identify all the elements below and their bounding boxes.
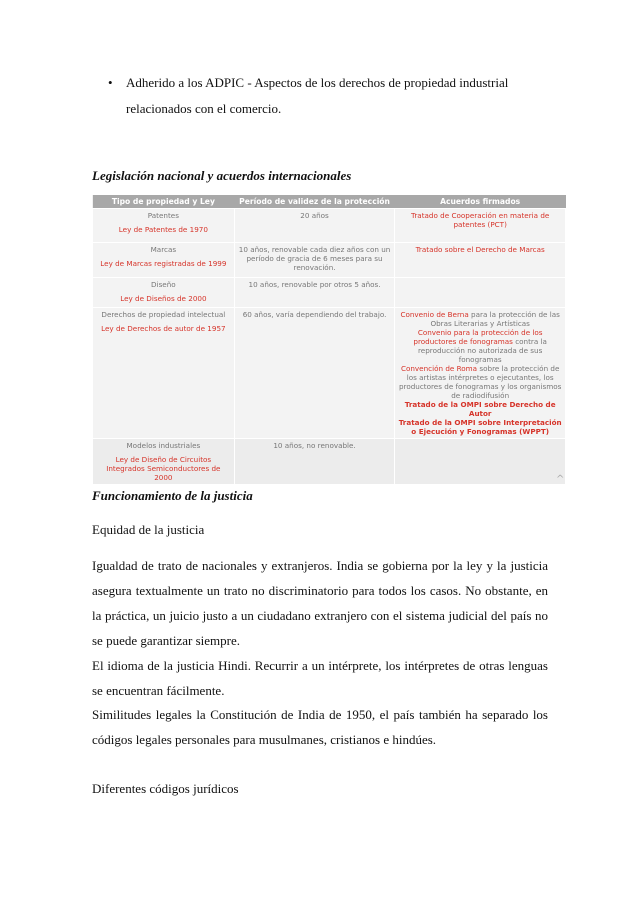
cell-tipo bbox=[93, 308, 235, 439]
cell-periodo bbox=[234, 278, 395, 308]
periodo-text: 20 años bbox=[300, 211, 329, 220]
ley-link[interactable]: Ley de Diseño de Circuitos Integrados Semiconductores de 2000 bbox=[106, 455, 221, 482]
ley-link[interactable]: Ley de Derechos de autor de 1957 bbox=[101, 324, 226, 333]
paragraph-similitudes: Similitudes legales la Constitución de India de 1950, el país también ha separado los códigos legales personales para musulmanes, cristianos e hindúes. bbox=[92, 707, 548, 747]
tipo-label: Marcas bbox=[150, 245, 177, 254]
cell-tipo bbox=[93, 243, 235, 278]
table-header: Tipo de propiedad y Ley bbox=[93, 195, 235, 209]
cell-tipo bbox=[93, 278, 235, 308]
tipo-label: Derechos de propiedad intelectual bbox=[101, 310, 226, 319]
table-header: Período de validez de la protección bbox=[234, 195, 395, 209]
cell-acuerdos bbox=[395, 243, 566, 278]
subheading-equidad: Equidad de la justicia bbox=[92, 522, 205, 537]
acuerdo-description: contra la reproducción no autorizada de sus fonogramas bbox=[418, 337, 547, 364]
acuerdo-link[interactable]: Tratado de Cooperación en materia de patentes (PCT) bbox=[411, 211, 550, 229]
subheading-diferentes: Diferentes códigos jurídicos bbox=[92, 781, 239, 796]
acuerdo-item bbox=[398, 418, 562, 436]
acuerdo-link[interactable]: Convención de Roma bbox=[400, 364, 478, 373]
acuerdo-description: para la protección de las Obras Literarias y Artísticas bbox=[430, 310, 560, 328]
paragraph-idioma: El idioma de la justicia Hindi. Recurrir a un intérprete, los intérpretes de otras lenguas se encuentran fácilmente. bbox=[92, 658, 548, 698]
cell-periodo bbox=[234, 243, 395, 278]
acuerdo-link[interactable]: Convenio de Berna bbox=[400, 310, 469, 319]
cell-tipo bbox=[93, 209, 235, 243]
acuerdo-item bbox=[398, 245, 562, 254]
table-header: Acuerdos firmados bbox=[395, 195, 566, 209]
tipo-label: Patentes bbox=[147, 211, 179, 220]
acuerdo-item bbox=[398, 310, 562, 328]
cell-periodo bbox=[234, 308, 395, 439]
cell-acuerdos bbox=[395, 278, 566, 308]
cell-acuerdos bbox=[395, 439, 566, 485]
acuerdo-item bbox=[398, 328, 562, 364]
chevron-up-icon: ^ bbox=[556, 474, 565, 485]
bullet-item bbox=[96, 70, 548, 122]
cell-tipo bbox=[93, 439, 235, 485]
ley-link[interactable]: Ley de Diseños de 2000 bbox=[120, 294, 207, 303]
table-row bbox=[93, 439, 566, 485]
tipo-label: Modelos industriales bbox=[126, 441, 201, 450]
cell-acuerdos bbox=[395, 209, 566, 243]
cell-periodo bbox=[234, 439, 395, 485]
heading-justicia: Funcionamiento de la justicia bbox=[92, 488, 253, 503]
periodo-text: 60 años, varía dependiendo del trabajo. bbox=[242, 310, 387, 319]
ley-link[interactable]: Ley de Marcas registradas de 1999 bbox=[100, 259, 227, 268]
bullet-line-1: Adherido a los ADPIC - Aspectos de los derechos de propiedad industrial bbox=[126, 75, 509, 90]
ley-link[interactable]: Ley de Patentes de 1970 bbox=[118, 225, 208, 234]
cell-acuerdos bbox=[395, 308, 566, 439]
bullet-icon: • bbox=[108, 75, 113, 90]
acuerdo-item bbox=[398, 364, 562, 400]
tipo-label: Diseño bbox=[151, 280, 176, 289]
acuerdo-item bbox=[398, 211, 562, 229]
table-header-row bbox=[93, 195, 566, 209]
table-row bbox=[93, 209, 566, 243]
table-row bbox=[93, 308, 566, 439]
acuerdo-description: sobre la protección de los artistas intérpretes o ejecutantes, los productores de fonogramas y los organismos de radiodifusión bbox=[398, 364, 562, 400]
acuerdo-link[interactable]: Tratado sobre el Derecho de Marcas bbox=[415, 245, 545, 254]
heading-legislacion: Legislación nacional y acuerdos internacionales bbox=[92, 168, 352, 183]
paragraph-igualdad: Igualdad de trato de nacionales y extranjeros. India se gobierna por la ley y la justicia asegura textualmente un trato no discriminatorio para todos los casos. No obstante, en la práctica, un juicio justo a un ciudadano extranjero con el sistema judicial del país no se puede garantizar siempre. bbox=[92, 558, 548, 648]
table-row bbox=[93, 243, 566, 278]
acuerdo-link[interactable]: Tratado de la OMPI sobre Interpretación o Ejecución y Fonogramas (WPPT) bbox=[398, 418, 562, 436]
ip-table bbox=[92, 195, 566, 485]
periodo-text: 10 años, renovable por otros 5 años. bbox=[248, 280, 381, 289]
table-row bbox=[93, 278, 566, 308]
acuerdo-link[interactable]: Tratado de la OMPI sobre Derecho de Autor bbox=[404, 400, 556, 418]
cell-periodo bbox=[234, 209, 395, 243]
bullet-text bbox=[126, 70, 548, 122]
acuerdo-link[interactable]: Convenio para la protección de los productores de fonogramas bbox=[413, 328, 543, 346]
periodo-text: 10 años, renovable cada diez años con un período de gracia de 6 meses para su renovación. bbox=[238, 245, 391, 272]
periodo-text: 10 años, no renovable. bbox=[273, 441, 356, 450]
acuerdo-item bbox=[398, 400, 562, 418]
bullet-line-2: relacionados con el comercio. bbox=[126, 101, 282, 116]
